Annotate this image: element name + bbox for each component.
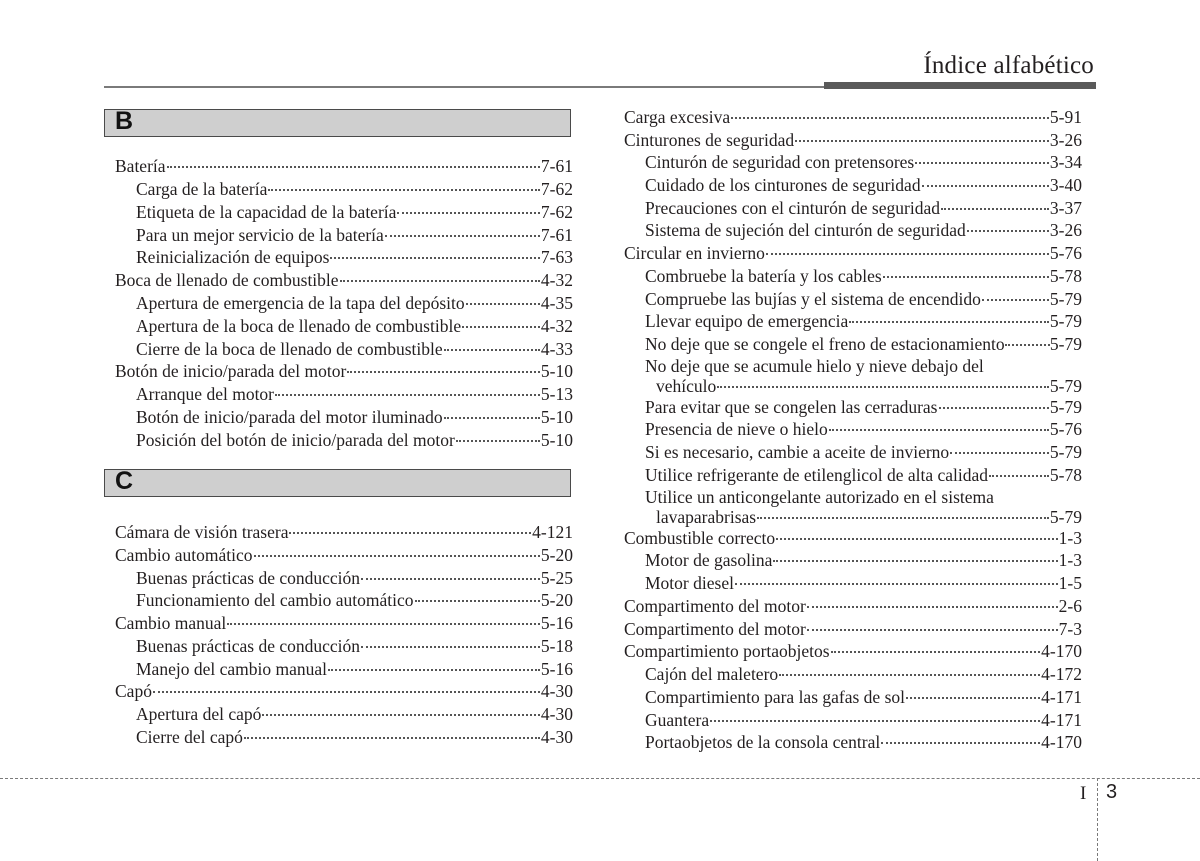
entry-page: 2-6 — [1058, 596, 1082, 616]
entry-label: Apertura del capó — [136, 704, 262, 724]
entry-page: 5-13 — [540, 384, 573, 404]
entry-label: Buenas prácticas de conducción — [136, 636, 361, 656]
entry-label: Cambio automático — [115, 545, 253, 565]
entry-label: Cierre del capó — [136, 727, 243, 747]
entry-label: Buenas prácticas de conducción — [136, 568, 361, 588]
leader-dots — [883, 262, 1049, 278]
entry-label: Cajón del maletero — [645, 664, 779, 684]
entry-page: 4-30 — [540, 681, 573, 701]
entry-label: Cámara de visión trasera — [115, 522, 289, 542]
leader-dots — [989, 461, 1049, 477]
entry-page: 5-91 — [1049, 107, 1082, 127]
entry-label: Portaobjetos de la consola central — [645, 732, 881, 752]
entry-page: 4-30 — [540, 727, 573, 747]
leader-dots — [330, 243, 540, 259]
leader-dots — [731, 103, 1049, 119]
entry-label: Capó — [115, 681, 152, 701]
leader-dots — [456, 426, 540, 442]
leader-dots — [757, 504, 1049, 519]
leader-dots — [167, 152, 540, 168]
leader-dots — [244, 723, 540, 739]
leader-dots — [227, 609, 540, 625]
leader-dots — [807, 592, 1058, 608]
entry-label: Carga de la batería — [136, 179, 268, 199]
entry-label-line2: vehículo — [656, 376, 717, 396]
entry-label: Para un mejor servicio de la batería — [136, 225, 384, 245]
entry-label: Cinturón de seguridad con pretensores — [645, 152, 915, 172]
entry-page: 4-171 — [1041, 687, 1082, 707]
leader-dots — [385, 221, 540, 237]
leader-dots — [444, 403, 540, 419]
entry-label: Manejo del cambio manual — [136, 659, 327, 679]
entry-page: 7-61 — [540, 156, 573, 176]
entry-page: 5-20 — [540, 545, 573, 565]
index-subentry — [645, 333, 1082, 356]
entry-page: 5-79 — [1049, 507, 1082, 527]
footer-divider — [0, 778, 1200, 779]
index-subentry — [136, 726, 573, 749]
index-subentry — [645, 464, 1082, 487]
section-header-c — [104, 469, 571, 497]
entry-page: 5-79 — [1049, 289, 1082, 309]
leader-dots — [939, 393, 1049, 409]
leader-dots — [776, 524, 1058, 540]
entry-label: Cuidado de los cinturones de seguridad — [645, 175, 921, 195]
leader-dots — [397, 198, 540, 214]
entry-label: Etiqueta de la capacidad de la batería — [136, 202, 397, 222]
entry-page: 7-63 — [540, 247, 573, 267]
entry-page: 5-10 — [540, 407, 573, 427]
page-number: 3 — [1106, 781, 1118, 803]
entry-page: 7-61 — [540, 225, 573, 245]
entry-label: Arranque del motor — [136, 384, 275, 404]
entry-page: 5-76 — [1049, 243, 1082, 263]
leader-dots — [1005, 330, 1050, 346]
leader-dots — [849, 307, 1049, 323]
page-title: Índice alfabético — [923, 52, 1094, 79]
entry-label: Reinicialización de equipos — [136, 247, 330, 267]
entry-page: 4-35 — [540, 293, 573, 313]
leader-dots — [950, 438, 1049, 454]
entry-label: Cambio manual — [115, 613, 227, 633]
entry-page: 4-121 — [532, 522, 573, 542]
leader-dots — [982, 285, 1049, 301]
entry-label: Cierre de la boca de llenado de combustible — [136, 339, 443, 359]
leader-dots — [831, 637, 1041, 653]
entry-page: 5-10 — [540, 361, 573, 381]
entry-page: 4-170 — [1041, 641, 1082, 661]
entry-label: Funcionamiento del cambio automático — [136, 590, 414, 610]
entry-label: Si es necesario, cambie a aceite de invierno — [645, 442, 950, 462]
entry-label: Circular en invierno — [624, 243, 765, 263]
entry-label: Apertura de emergencia de la tapa del depósito — [136, 293, 465, 313]
leader-dots — [915, 148, 1049, 164]
entry-label: Boca de llenado de combustible — [115, 270, 339, 290]
entry-page: 1-5 — [1058, 573, 1082, 593]
leader-dots — [415, 586, 540, 602]
entry-label: Combruebe la batería y los cables — [645, 266, 882, 286]
entry-page: 4-32 — [540, 270, 573, 290]
entry-page: 3-26 — [1049, 220, 1082, 240]
entry-label: Presencia de nieve o hielo — [645, 419, 828, 439]
entry-label: Precauciones con el cinturón de seguridad — [645, 198, 940, 218]
entry-page: 5-79 — [1049, 334, 1082, 354]
entry-page: 3-26 — [1049, 130, 1082, 150]
entry-label: Cinturones de seguridad — [624, 130, 795, 150]
leader-dots — [361, 632, 540, 648]
entry-page: 7-62 — [540, 202, 573, 222]
entry-label: Botón de inicio/parada del motor — [115, 361, 347, 381]
leader-dots — [340, 266, 540, 282]
leader-dots — [254, 541, 540, 557]
entry-page: 5-18 — [540, 636, 573, 656]
leader-dots — [466, 289, 540, 305]
entry-page: 3-40 — [1049, 175, 1082, 195]
section-letter: B — [115, 107, 134, 135]
entry-label: Motor diesel — [645, 573, 734, 593]
entry-page: 3-34 — [1049, 152, 1082, 172]
entry-label: Motor de gasolina — [645, 550, 773, 570]
leader-dots — [717, 373, 1049, 388]
entry-label-line1: No deje que se acumule hielo y nieve debajo del — [645, 356, 984, 376]
leader-dots — [347, 357, 540, 373]
entry-label: Compruebe las bujías y el sistema de encendido — [645, 289, 981, 309]
entry-page: 5-79 — [1049, 442, 1082, 462]
leader-dots — [361, 564, 540, 580]
entry-page: 5-76 — [1049, 419, 1082, 439]
entry-page: 5-79 — [1049, 311, 1082, 331]
entry-page: 5-79 — [1049, 376, 1082, 396]
entry-label-line2: lavaparabrisas — [656, 507, 757, 527]
entry-page: 5-78 — [1049, 465, 1082, 485]
leader-dots — [710, 706, 1040, 722]
section-header-b — [104, 109, 571, 137]
entry-page: 1-3 — [1058, 550, 1082, 570]
entry-page: 7-3 — [1058, 619, 1082, 639]
leader-dots — [766, 239, 1049, 255]
leader-dots — [268, 175, 540, 191]
entry-page: 1-3 — [1058, 528, 1082, 548]
header-rule — [104, 86, 824, 88]
entry-label: Compartimento del motor — [624, 596, 806, 616]
leader-dots — [773, 546, 1057, 562]
entry-page: 4-172 — [1041, 664, 1082, 684]
leader-dots — [881, 728, 1040, 744]
leader-dots — [829, 415, 1049, 431]
entry-page: 4-30 — [540, 704, 573, 724]
entry-label: Apertura de la boca de llenado de combustible — [136, 316, 462, 336]
index-subentry — [645, 731, 1082, 754]
entry-label: Sistema de sujeción del cinturón de seguridad — [645, 220, 966, 240]
footer-vertical-divider — [1097, 778, 1098, 861]
leader-dots — [941, 194, 1049, 210]
index-subentry — [136, 429, 573, 452]
leader-dots — [289, 518, 531, 534]
entry-page: 7-62 — [540, 179, 573, 199]
leader-dots — [275, 380, 540, 396]
header-rule-accent — [824, 82, 1096, 89]
entry-page: 5-78 — [1049, 266, 1082, 286]
leader-dots — [807, 615, 1058, 631]
leader-dots — [444, 335, 540, 351]
leader-dots — [922, 171, 1049, 187]
leader-dots — [735, 569, 1058, 585]
entry-label: Posición del botón de inicio/parada del motor — [136, 430, 455, 450]
entry-label: Combustible correcto — [624, 528, 776, 548]
section-marker: I — [1080, 783, 1087, 804]
entry-page: 5-25 — [540, 568, 573, 588]
entry-label: Botón de inicio/parada del motor iluminado — [136, 407, 443, 427]
entry-page: 5-16 — [540, 613, 573, 633]
entry-label: Guantera — [645, 710, 710, 730]
entry-page: 5-20 — [540, 590, 573, 610]
leader-dots — [795, 126, 1049, 142]
entry-page: 5-16 — [540, 659, 573, 679]
leader-dots — [262, 700, 540, 716]
entry-page: 4-32 — [540, 316, 573, 336]
entry-label: Utilice refrigerante de etilenglicol de alta calidad — [645, 465, 989, 485]
entry-label: Carga excesiva — [624, 107, 731, 127]
entry-page: 4-171 — [1041, 710, 1082, 730]
entry-page: 4-33 — [540, 339, 573, 359]
entry-label: Compartimento del motor — [624, 619, 806, 639]
leader-dots — [328, 655, 540, 671]
entry-page: 4-170 — [1041, 732, 1082, 752]
leader-dots — [153, 677, 540, 693]
entry-label-line1: Utilice un anticongelante autorizado en el sistema — [645, 487, 994, 507]
entry-label: Llevar equipo de emergencia — [645, 311, 849, 331]
entry-label: Para evitar que se congelen las cerraduras — [645, 397, 938, 417]
entry-label: No deje que se congele el freno de estacionamiento — [645, 334, 1005, 354]
leader-dots — [906, 683, 1040, 699]
leader-dots — [779, 660, 1040, 676]
leader-dots — [967, 216, 1049, 232]
entry-page: 5-79 — [1049, 397, 1082, 417]
section-letter: C — [115, 467, 134, 495]
entry-label: Compartimiento para las gafas de sol — [645, 687, 905, 707]
entry-label: Compartimiento portaobjetos — [624, 641, 830, 661]
entry-label: Batería — [115, 156, 166, 176]
leader-dots — [462, 312, 540, 328]
entry-page: 3-37 — [1049, 198, 1082, 218]
entry-page: 5-10 — [540, 430, 573, 450]
